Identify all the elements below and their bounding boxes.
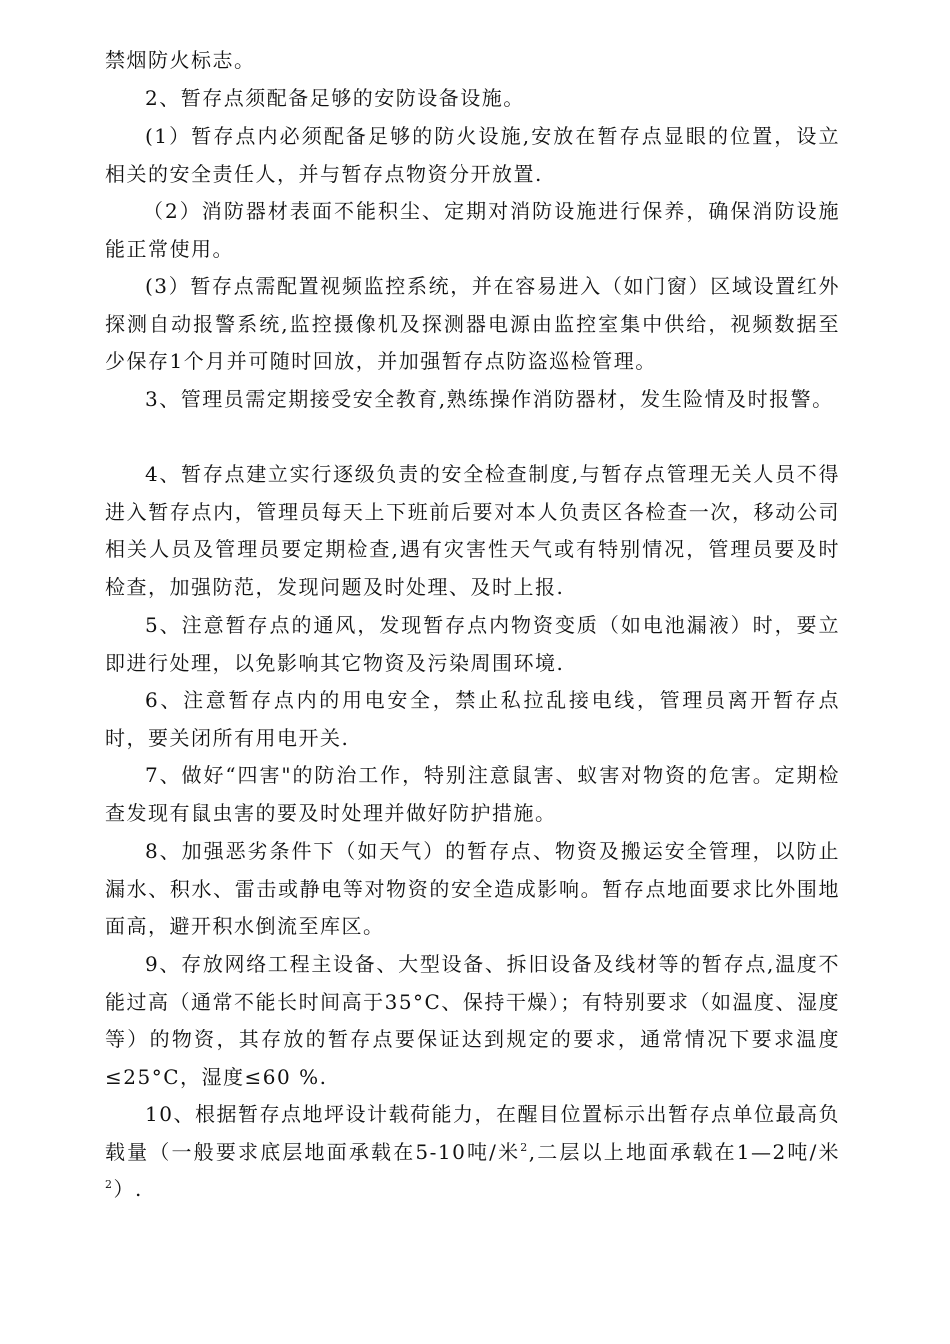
paragraph-6-electrical-safety: 6、注意暂存点内的用电安全，禁止私拉乱接电线，管理员离开暂存点时，要关闭所有用电开关. [105, 688, 840, 750]
paragraph-10-load-capacity [105, 1096, 840, 1209]
superscript-square: 2 [520, 1140, 529, 1154]
paragraph-4-inspection: 4、暂存点建立实行逐级负责的安全检查制度,与暂存点管理无关人员不得进入暂存点内，管理员每天上下班前后要对本人负责区各检查一次，移动公司相关人员及管理员要定期检查,遇有灾害性天气或有特别情况，管理员要及时检查，加强防范，发现问题及时处理、及时上报. [105, 462, 840, 600]
paragraph-5-ventilation: 5、注意暂存点的通风，发现暂存点内物资变质（如电池漏液）时，要立即进行处理，以免影响其它物资及污染周围环境. [105, 613, 840, 675]
paragraph-3-safety-education: 3、管理员需定期接受安全教育,熟练操作消防器材，发生险情及时报警。 [145, 387, 834, 411]
load-text-part2: ,二层以上地面承载在1—2吨/米 [528, 1139, 841, 1164]
paragraph-9-storage-conditions: 9、存放网络工程主设备、大型设备、拆旧设备及线材等的暂存点,温度不能过高（通常不能长时间高于35°C、保持干燥）；有特别要求（如温度、湿度等）的物资，其存放的暂存点要保证达到规定的要求，通常情况下要求温度≤25°C，湿度≤60 %. [105, 952, 840, 1090]
paragraph-7-pest-control: 7、做好“四害"的防治工作，特别注意鼠害、蚁害对物资的危害。定期检查发现有鼠虫害的要及时处理并做好防护措施。 [105, 763, 840, 825]
load-text-part3: ）. [113, 1177, 143, 1202]
load-text-part1: 10、根据暂存点地坪设计载荷能力，在醒目位置标示出暂存点单位最高负载量（一般要求底层地面承载在5-10吨/米 [105, 1102, 840, 1164]
paragraph-8-weather-protection: 8、加强恶劣条件下（如天气）的暂存点、物资及搬运安全管理，以防止漏水、积水、雷击或静电等对物资的安全造成影响。暂存点地面要求比外围地面高，避开积水倒流至库区。 [105, 839, 840, 939]
paragraph-2-security-equipment: 2、暂存点须配备足够的安防设备设施。 [145, 86, 525, 110]
paragraph-2-3-video-monitoring: (3）暂存点需配置视频监控系统，并在容易进入（如门窗）区域设置红外探测自动报警系统,监控摄像机及探测器电源由监控室集中供给，视频数据至少保存1个月并可随时回放，并加强暂存点防盗巡检管理。 [105, 274, 840, 374]
paragraph-2-2-fire-equipment: （2）消防器材表面不能积尘、定期对消防设施进行保养，确保消防设施能正常使用。 [105, 199, 840, 261]
paragraph-2-1-fire-facilities: (1）暂存点内必须配备足够的防火设施,安放在暂存点显眼的位置，设立相关的安全责任人，并与暂存点物资分开放置. [105, 124, 840, 186]
superscript-square: 2 [105, 1178, 114, 1192]
paragraph-fire-sign: 禁烟防火标志。 [105, 48, 256, 72]
